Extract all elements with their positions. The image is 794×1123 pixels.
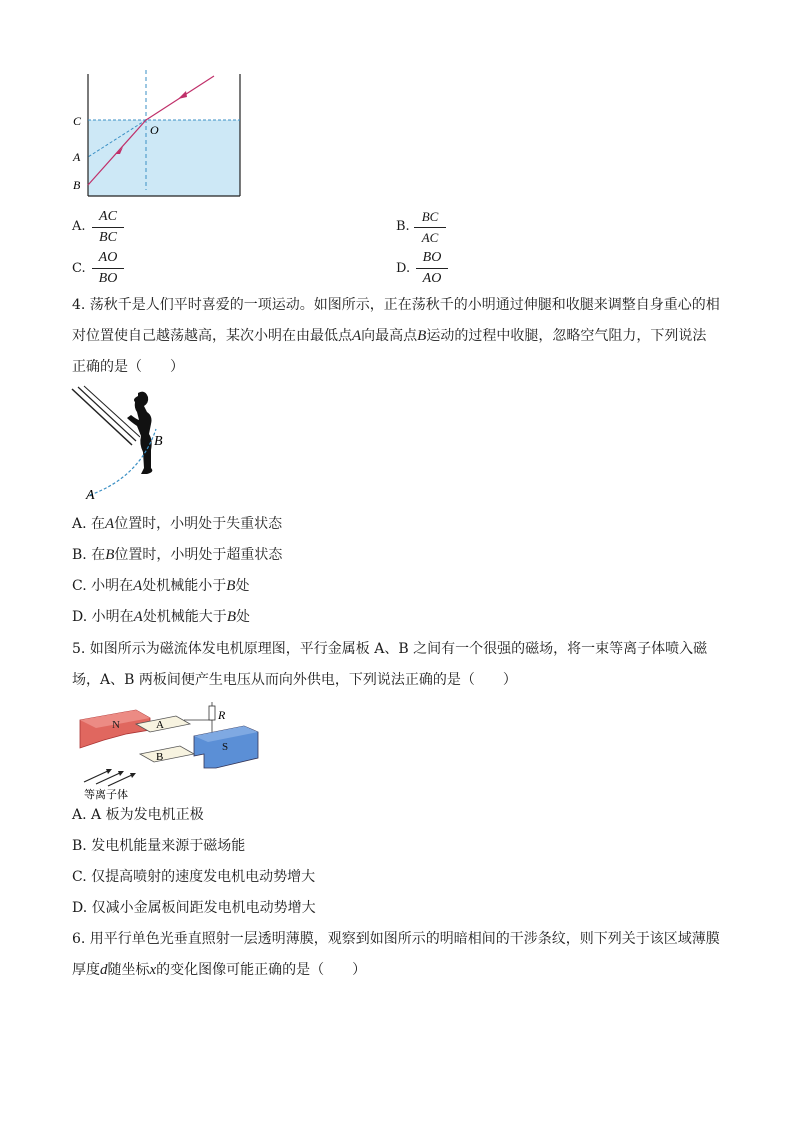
q4-option-text: B. 在 bbox=[72, 547, 106, 563]
q5-text-line-2: 场，A、B 两板间便产生电压从而向外供电，下列说法正确的是（ ） bbox=[72, 672, 517, 688]
q4-option-text: A. 在 bbox=[72, 516, 106, 532]
q4-text-part: 向最高点 bbox=[361, 328, 418, 344]
label-O: O bbox=[150, 123, 159, 137]
person-silhouette bbox=[127, 392, 152, 474]
q3-option-a-fraction bbox=[88, 208, 128, 247]
q4-text-line-3: 正确的是（ ） bbox=[72, 359, 184, 375]
q3-option-d-fraction bbox=[412, 249, 452, 288]
q4-option-var: A bbox=[133, 609, 143, 625]
q6-text-line-1: 6. 用平行单色光垂直照射一层透明薄膜，观察到如图所示的明暗相间的干涉条纹，则下列关于该区域薄膜 bbox=[72, 931, 720, 947]
q3-option-b-numerator: BC bbox=[421, 209, 439, 224]
q5-option-d: D. 仅减小金属板间距发电机电动势增大 bbox=[72, 900, 316, 916]
label-A: A bbox=[73, 150, 81, 164]
q4-option-text: C. 小明在 bbox=[72, 578, 134, 594]
q6-text-part: 厚度 bbox=[72, 962, 100, 978]
q3-option-b-fraction bbox=[410, 208, 450, 247]
plasma-arrow bbox=[84, 770, 110, 782]
resistor bbox=[209, 706, 215, 720]
q5-option-b: B. 发电机能量来源于磁场能 bbox=[72, 838, 246, 854]
plasma-arrow bbox=[108, 774, 134, 786]
q4-option-a bbox=[72, 514, 282, 534]
q6-text-line-2 bbox=[72, 960, 366, 980]
q4-var-A: A bbox=[352, 328, 362, 344]
q4-option-var: A bbox=[105, 516, 115, 532]
swing-rope bbox=[78, 387, 136, 441]
q3-option-d-letter: D. bbox=[396, 261, 411, 276]
q4-option-text: D. 小明在 bbox=[72, 609, 134, 625]
plate-b-label: B bbox=[156, 751, 164, 763]
fraction-bar bbox=[414, 227, 446, 228]
swing-rope bbox=[84, 386, 140, 437]
q4-text-part: 对位置使自己越荡越高，某次小明在由最低点 bbox=[72, 328, 352, 344]
q4-option-d bbox=[72, 607, 250, 627]
refraction-figure bbox=[70, 68, 250, 200]
q4-option-b bbox=[72, 545, 282, 565]
fraction-bar bbox=[92, 227, 124, 228]
magnet-n-label: N bbox=[112, 719, 120, 731]
mhd-generator-figure bbox=[76, 700, 266, 800]
q4-option-c bbox=[72, 576, 249, 596]
q3-option-a-denominator: BC bbox=[99, 230, 117, 245]
q3-option-a-numerator: AC bbox=[99, 209, 117, 224]
q3-option-b-letter: B. bbox=[396, 219, 410, 234]
q5-option-a: A. A 板为发电机正极 bbox=[72, 807, 204, 823]
q4-option-text: 处机械能大于 bbox=[142, 609, 227, 625]
q3-option-d-numerator: BO bbox=[422, 250, 442, 265]
swing-rope bbox=[72, 389, 132, 445]
q5-option-c: C. 仅提高喷射的速度发电机电动势增大 bbox=[72, 869, 316, 885]
q4-text-line-1: 4. 荡秋千是人们平时喜爱的一项运动。如图所示，正在荡秋千的小明通过伸腿和收腿来调整自身重心的相 bbox=[72, 297, 720, 313]
swing-label-B: B bbox=[154, 434, 163, 449]
q6-text-part: 的变化图像可能正确的是（ ） bbox=[156, 962, 367, 978]
q4-option-var: B bbox=[105, 547, 115, 563]
q4-option-text: 处 bbox=[235, 578, 250, 594]
swing-label-A: A bbox=[86, 488, 95, 503]
plate-a-label: A bbox=[156, 719, 164, 731]
q4-var-B: B bbox=[417, 328, 427, 344]
q4-option-text: 位置时，小明处于失重状态 bbox=[114, 516, 283, 532]
q4-text-part: 运动的过程中收腿，忽略空气阻力，下列说法 bbox=[426, 328, 707, 344]
q6-text-part: 随坐标 bbox=[107, 962, 150, 978]
q3-option-a-letter: A. bbox=[72, 219, 86, 234]
q4-option-text: 位置时，小明处于超重状态 bbox=[114, 547, 283, 563]
label-B: B bbox=[73, 178, 81, 192]
q3-option-b-denominator: AC bbox=[421, 230, 439, 245]
water-region bbox=[88, 120, 240, 196]
q4-option-text: 处机械能小于 bbox=[142, 578, 227, 594]
q4-option-var: B bbox=[226, 609, 236, 625]
swing-figure bbox=[70, 385, 180, 505]
q4-option-text: 处 bbox=[235, 609, 250, 625]
fraction-bar bbox=[92, 268, 124, 269]
fraction-bar bbox=[416, 268, 448, 269]
q4-option-var: A bbox=[133, 578, 143, 594]
q6-var-d: d bbox=[100, 962, 108, 978]
q4-text-line-2 bbox=[72, 326, 706, 346]
label-C: C bbox=[73, 114, 82, 128]
q3-option-c-letter: C. bbox=[72, 261, 86, 276]
q6-var-x: x bbox=[149, 962, 157, 978]
q3-option-c-denominator: BO bbox=[98, 271, 118, 286]
q3-option-d-denominator: AO bbox=[422, 271, 442, 286]
q3-option-c-fraction bbox=[88, 249, 128, 288]
arrow-head-upper bbox=[178, 91, 187, 99]
plasma-arrow bbox=[96, 772, 122, 784]
magnet-s-label: S bbox=[222, 741, 229, 753]
resistor-label: R bbox=[218, 708, 226, 722]
q3-option-c-numerator: AO bbox=[98, 250, 118, 265]
plasma-label: 等离子体 bbox=[84, 789, 128, 800]
q5-text-line-1: 5. 如图所示为磁流体发电机原理图，平行金属板 A、B 之间有一个很强的磁场，将一束等离子体喷入磁 bbox=[72, 641, 708, 657]
plate-b bbox=[140, 746, 194, 762]
q4-option-var: B bbox=[226, 578, 236, 594]
